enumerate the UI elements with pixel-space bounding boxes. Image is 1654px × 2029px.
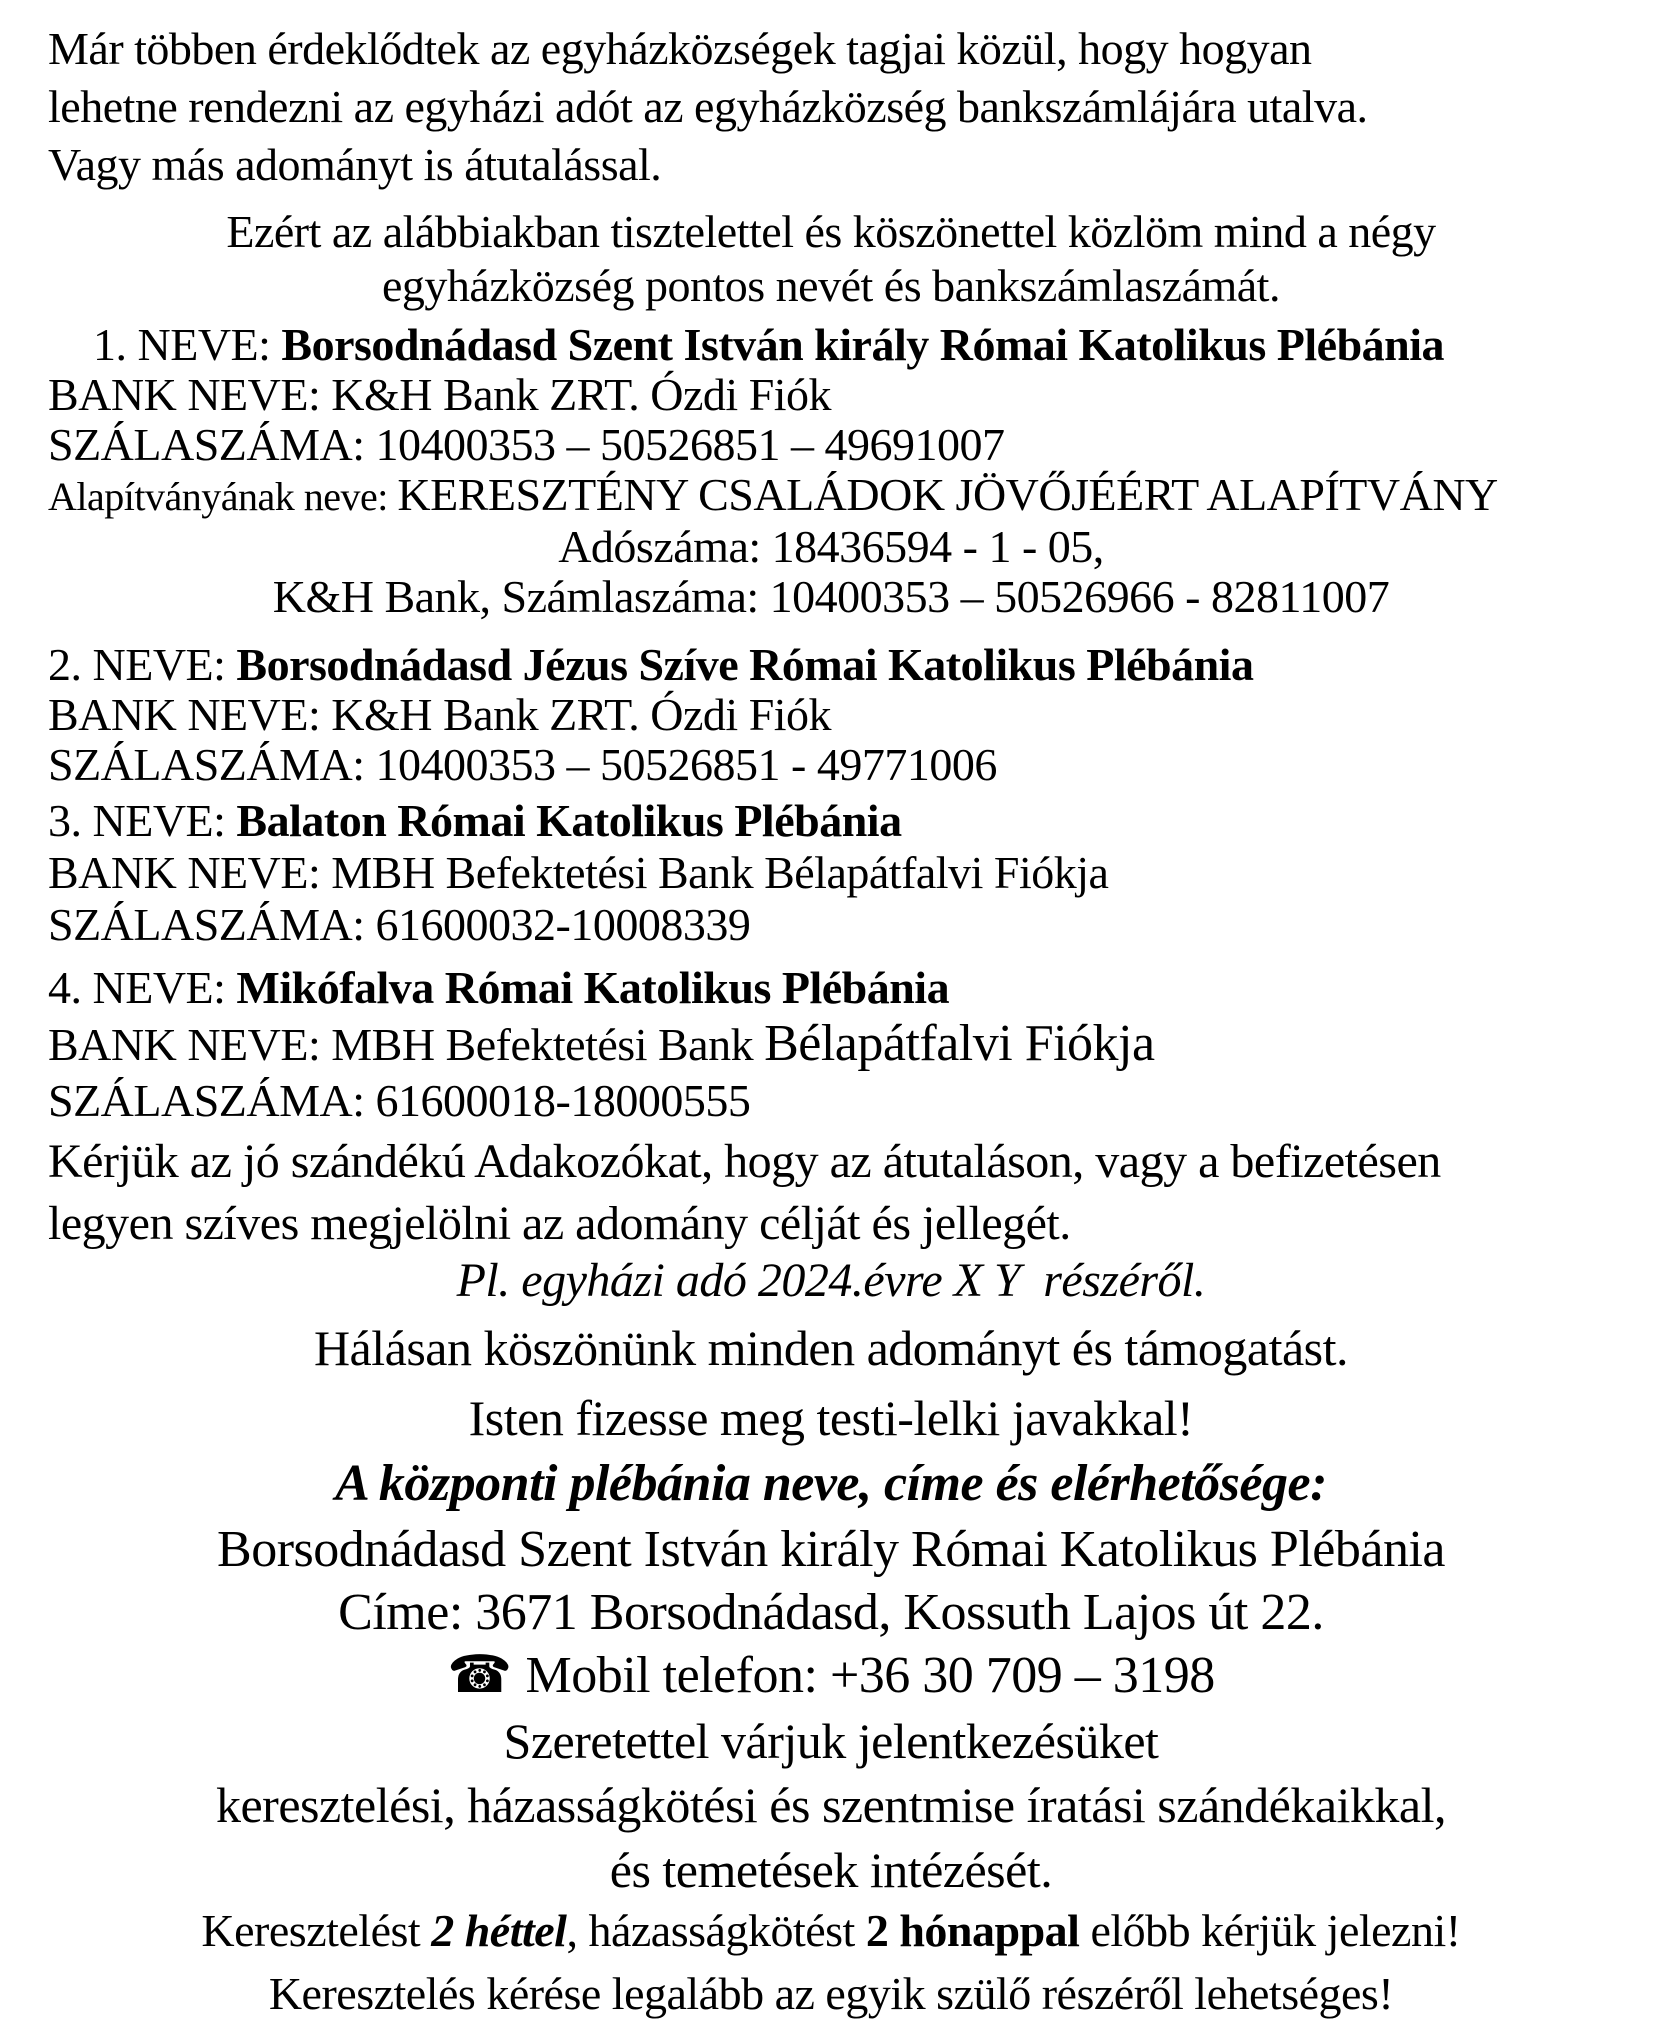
parish-2-account-line: SZÁLASZÁMA: 10400353 – 50526851 - 49771006	[48, 739, 997, 790]
announce-line-1: Ezért az alábbiakban tisztelettel és köszönettel közlöm mind a négy	[226, 206, 1436, 257]
parish-3-name-line	[48, 795, 1614, 847]
notice-months-emphasis: 2 hónappal	[865, 1905, 1080, 1956]
notice-line	[48, 1901, 1614, 1961]
parish-4-number-label: 4. NEVE:	[48, 962, 237, 1013]
request-line-1: Kérjük az jó szándékú Adakozókat, hogy az átutaláson, vagy a befizetésen	[48, 1135, 1441, 1188]
notice-part-1: Keresztelést	[201, 1905, 432, 1956]
parish-1-number-label: 1. NEVE:	[93, 319, 282, 370]
notice-part-2: , házasságkötést	[566, 1905, 866, 1956]
parish-1-name-line	[48, 320, 1614, 370]
final-line: Keresztelés kérése legalább az egyik szülő részéről lehetséges!	[268, 1968, 1394, 2019]
announce-paragraph	[48, 205, 1614, 313]
parish-4-bank-branch: Bélapátfalvi Fiókja	[764, 1015, 1155, 1072]
example-line: Pl. egyházi adó 2024.évre X Y részéről.	[456, 1254, 1206, 1307]
central-parish-name: Borsodnádasd Szent István király Római Katolikus Plébánia	[217, 1521, 1445, 1578]
foundation-label: Alapítványának neve:	[48, 474, 398, 519]
intro-line-2: lehetne rendezni az egyházi adót az egyházközség bankszámlájára utalva.	[48, 81, 1368, 132]
thanks-line-2: Isten fizesse meg testi-lelki javakkal!	[468, 1390, 1194, 1446]
parish-section-1	[48, 320, 1614, 622]
request-paragraph	[48, 1131, 1614, 1255]
announce-line-2: egyházközség pontos nevét és bankszámlaszámát.	[382, 260, 1280, 311]
foundation-name: KERESZTÉNY CSALÁDOK JÖVŐJÉÉRT ALAPÍTVÁNY	[397, 469, 1498, 520]
closing-line-3: és temetések intézését.	[609, 1842, 1053, 1898]
phone-line	[48, 1645, 1614, 1707]
parish-1-bank-line: BANK NEVE: K&H Bank ZRT. Ózdi Fiók	[48, 369, 832, 420]
parish-2-name: Borsodnádasd Jézus Szíve Római Katolikus Plébánia	[236, 639, 1254, 690]
parish-3-bank-line: BANK NEVE: MBH Befektetési Bank Bélapátfalvi Fiókja	[48, 847, 1109, 898]
closing-line-2: keresztelési, házasságkötési és szentmise íratási szándékaikkal,	[215, 1777, 1446, 1833]
parish-3-account-line: SZÁLASZÁMA: 61600032-10008339	[48, 899, 751, 950]
intro-line-1: Már többen érdeklődtek az egyházközségek tagjai közül, hogy hogyan	[48, 23, 1312, 74]
thanks-line-1: Hálásan köszönünk minden adományt és támogatást.	[313, 1320, 1349, 1376]
parish-2-name-line	[48, 640, 1614, 690]
telephone-icon: ☎	[447, 1647, 512, 1704]
parish-3-name: Balaton Római Katolikus Plébánia	[236, 795, 902, 846]
intro-line-3: Vagy más adományt is átutalással.	[48, 139, 662, 190]
parish-3-number-label: 3. NEVE:	[48, 795, 237, 846]
intro-paragraph	[48, 20, 1614, 194]
foundation-account-line: K&H Bank, Számlaszáma: 10400353 – 50526966 - 82811007	[272, 571, 1390, 622]
notice-part-3: előbb kérjük jelezni!	[1079, 1905, 1461, 1956]
parish-4-name-line	[48, 960, 1614, 1016]
parish-4-account-line: SZÁLASZÁMA: 61600018-18000555	[48, 1075, 751, 1126]
parish-2-bank-line: BANK NEVE: K&H Bank ZRT. Ózdi Fiók	[48, 689, 832, 740]
parish-4-bank-prefix: BANK NEVE: MBH Befektetési Bank	[48, 1019, 765, 1070]
central-parish-heading: A központi plébánia neve, címe és elérhetősége:	[335, 1455, 1327, 1512]
phone-number-text: Mobil telefon: +36 30 709 – 3198	[525, 1647, 1215, 1704]
parish-2-number-label: 2. NEVE:	[48, 639, 237, 690]
parish-section-4	[48, 960, 1614, 1129]
central-parish-address: Címe: 3671 Borsodnádasd, Kossuth Lajos út 22.	[338, 1584, 1324, 1641]
parish-section-3	[48, 795, 1614, 951]
parish-4-bank-line	[48, 1016, 1614, 1073]
parish-section-2	[48, 640, 1614, 790]
closing-line-1: Szeretettel várjuk jelentkezésüket	[503, 1713, 1159, 1769]
notice-weeks-emphasis: 2 héttel	[431, 1905, 567, 1956]
parish-1-name: Borsodnádasd Szent István király Római Katolikus Plébánia	[281, 319, 1445, 370]
parish-1-foundation-line	[48, 470, 1614, 522]
request-line-2: legyen szíves megjelölni az adomány célját és jellegét.	[48, 1197, 1071, 1250]
foundation-tax-line: Adószáma: 18436594 - 1 - 05,	[558, 521, 1104, 572]
parish-4-name: Mikófalva Római Katolikus Plébánia	[236, 962, 950, 1013]
parish-1-account-line: SZÁLASZÁMA: 10400353 – 50526851 – 49691007	[48, 419, 1005, 470]
